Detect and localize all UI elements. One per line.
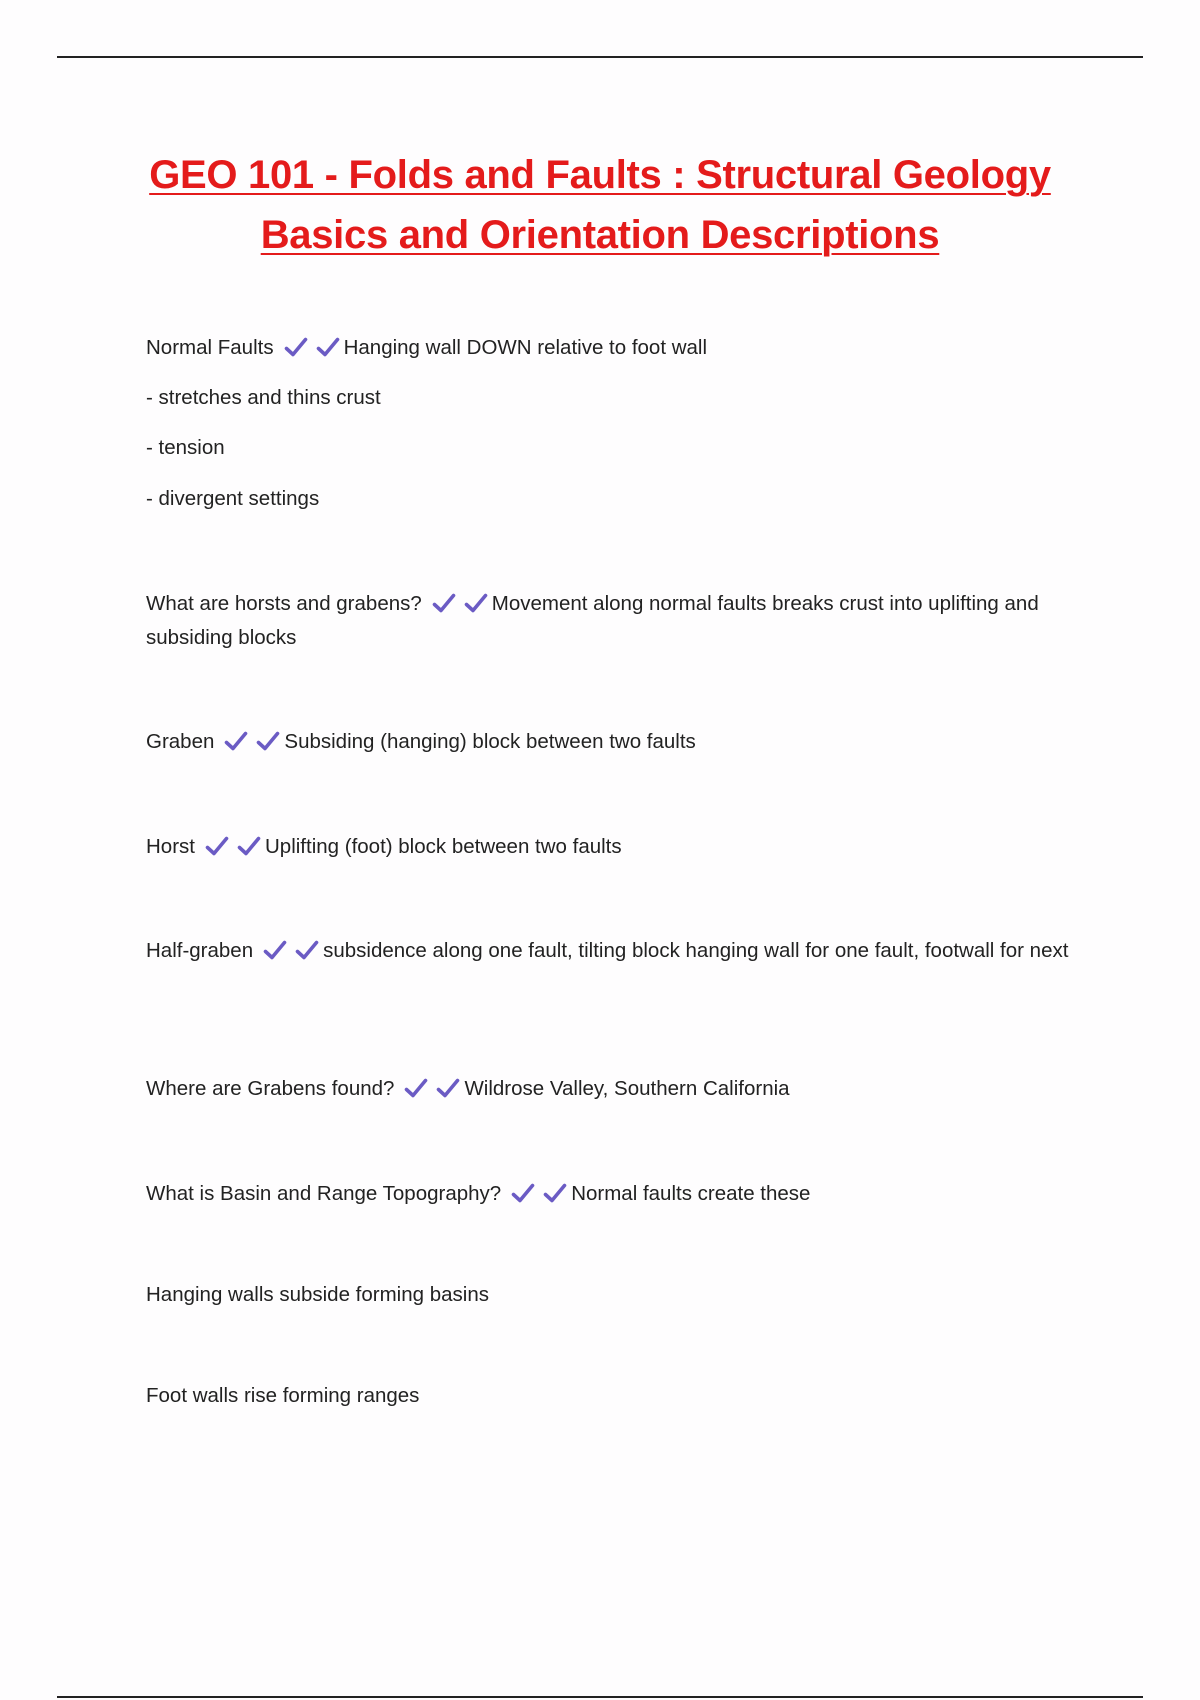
flashcard-term: Horst <box>146 835 195 858</box>
check-icon <box>224 730 248 752</box>
double-check-icon <box>205 835 261 857</box>
flashcard <box>146 1072 1086 1106</box>
flashcard-definition: Movement along normal faults breaks crust into uplifting and subsiding blocks <box>146 592 1039 649</box>
note-line <box>146 1278 1086 1312</box>
note-text: - stretches and thins crust <box>146 386 381 409</box>
flashcard-definition: Hanging wall DOWN relative to foot wall <box>343 336 708 359</box>
note-text: Foot walls rise forming ranges <box>146 1384 420 1407</box>
check-icon <box>511 1182 535 1204</box>
check-icon <box>237 835 261 857</box>
check-icon <box>316 336 340 358</box>
flashcard-term: Graben <box>146 730 215 753</box>
double-check-icon <box>432 592 488 614</box>
note-text: Hanging walls subside forming basins <box>146 1283 489 1306</box>
check-icon <box>432 592 456 614</box>
check-icon <box>404 1077 428 1099</box>
flashcard-definition: Subsiding (hanging) block between two faults <box>284 730 696 753</box>
double-check-icon <box>511 1182 567 1204</box>
note-line <box>146 482 1086 516</box>
flashcard-term: Where are Grabens found? <box>146 1077 395 1100</box>
double-check-icon <box>224 730 280 752</box>
flashcard-definition: Normal faults create these <box>571 1182 811 1205</box>
page-title <box>100 145 1100 265</box>
double-check-icon <box>404 1077 460 1099</box>
check-icon <box>295 939 319 961</box>
flashcard-definition: Wildrose Valley, Southern California <box>464 1077 790 1100</box>
note-line <box>146 431 1086 465</box>
note-line <box>146 1379 1086 1413</box>
footer-rule <box>57 1696 1143 1698</box>
note-text: - tension <box>146 436 225 459</box>
flashcard <box>146 934 1086 968</box>
flashcard-definition: Uplifting (foot) block between two faults <box>264 835 622 858</box>
check-icon <box>256 730 280 752</box>
header-rule <box>57 56 1143 58</box>
note-line <box>146 381 1086 415</box>
flashcard-term: Half-graben <box>146 939 254 962</box>
flashcard-term: What are horsts and grabens? <box>146 592 422 615</box>
flashcard-definition: subsidence along one fault, tilting block hanging wall for one fault, footwall for next <box>323 939 1069 962</box>
flashcard-term: Normal Faults <box>146 336 274 359</box>
note-text: - divergent settings <box>146 487 320 510</box>
check-icon <box>543 1182 567 1204</box>
flashcard <box>146 1177 1086 1211</box>
flashcard <box>146 587 1086 655</box>
check-icon <box>464 592 488 614</box>
title-line-1: GEO 101 - Folds and Faults : Structural Geology <box>149 153 1051 197</box>
flashcard-term: What is Basin and Range Topography? <box>146 1182 502 1205</box>
flashcard <box>146 830 1086 864</box>
double-check-icon <box>284 336 340 358</box>
check-icon <box>205 835 229 857</box>
double-check-icon <box>263 939 319 961</box>
flashcard <box>146 725 1086 759</box>
flashcard <box>146 331 1086 365</box>
check-icon <box>263 939 287 961</box>
title-line-2: Basics and Orientation Descriptions <box>260 213 940 257</box>
check-icon <box>284 336 308 358</box>
check-icon <box>436 1077 460 1099</box>
